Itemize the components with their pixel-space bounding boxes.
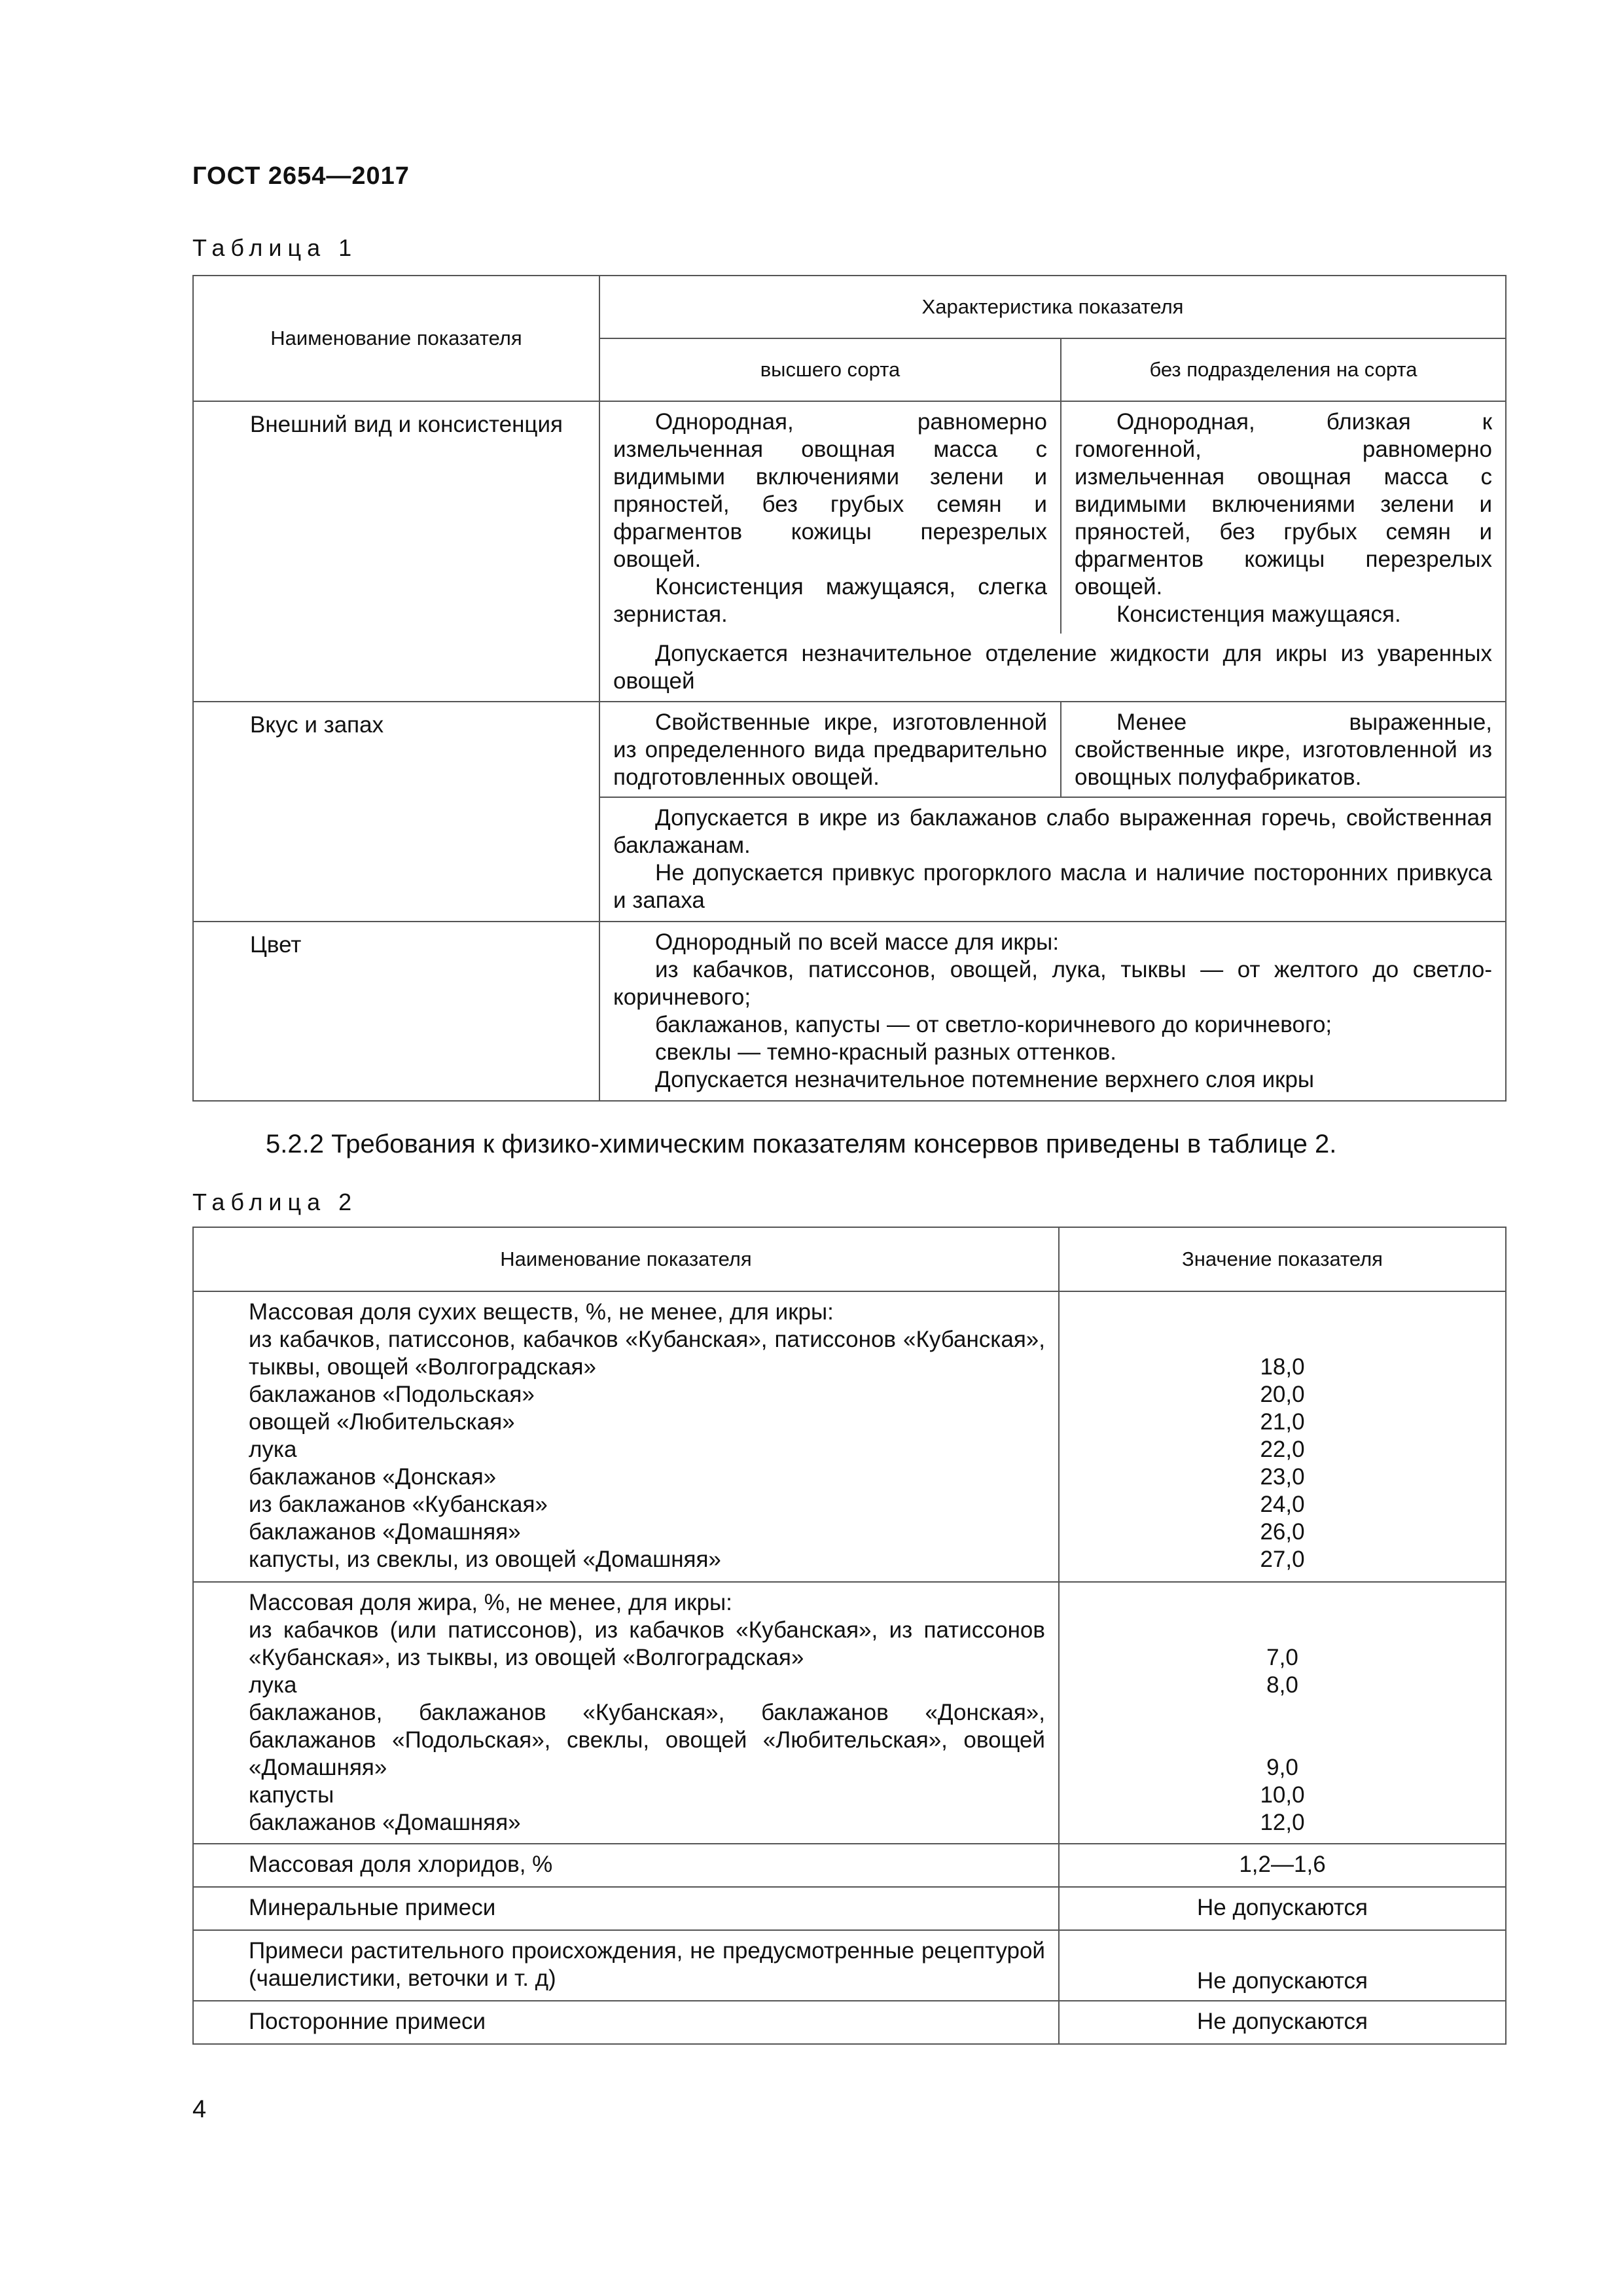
- group-item: баклажанов, баклажанов «Кубанская», баклажанов «Донская», баклажанов «Подольская», свеклы, овощей «Любительская», овощей «Домашняя»: [249, 1700, 1045, 1780]
- table2-group-values: [1059, 1291, 1506, 1582]
- value: 7,0: [1266, 1645, 1298, 1670]
- table2-row-name: Примеси растительного происхождения, не предусмотренные рецептурой (чашелистики, веточки и т. д): [193, 1930, 1059, 2001]
- table1-cell-premium: [599, 401, 1061, 634]
- table2-row: [193, 1844, 1506, 1887]
- value: 23,0: [1260, 1464, 1305, 1490]
- table1-cell-no-grade: [1061, 401, 1506, 634]
- cell-paragraph: Допускается незначительное отделение жидкости для икры из уваренных овощей: [613, 641, 1493, 694]
- table2-row-value: Не допускаются: [1059, 2001, 1506, 2044]
- group-item: из кабачков, патиссонов, кабачков «Кубанская», патиссонов «Кубанская», тыквы, овощей «Волгоградская»: [249, 1327, 1045, 1380]
- group-item: баклажанов «Донская»: [249, 1464, 497, 1490]
- cell-paragraph: Менее выраженные, свойственные икре, изготовленной из овощных полуфабрикатов.: [1075, 709, 1493, 790]
- table2-group-names: [193, 1582, 1059, 1844]
- table2-row-name: Посторонние примеси: [193, 2001, 1059, 2044]
- section-5-2-2: 5.2.2 Требования к физико-химическим показателям консервов приведены в таблице 2.: [266, 1130, 1337, 1158]
- group-title: Массовая доля сухих веществ, %, не менее, для икры:: [249, 1299, 834, 1325]
- group-item: из баклажанов «Кубанская»: [249, 1492, 548, 1517]
- table1-caption: Таблица 1: [192, 234, 358, 261]
- table2-group-dry-matter: [193, 1291, 1506, 1582]
- group-title: Массовая доля жира, %, не менее, для икры:: [249, 1590, 732, 1615]
- cell-paragraph: Консистенция мажущаяся, слегка зернистая.: [613, 574, 1047, 627]
- cell-paragraph: из кабачков, патиссонов, овощей, лука, тыквы — от желтого до светло-коричневого;: [613, 957, 1493, 1010]
- group-item: лука: [249, 1437, 297, 1462]
- table2-row-value: Не допускаются: [1059, 1930, 1506, 2001]
- value: 27,0: [1260, 1547, 1305, 1572]
- table2-header-name: Наименование показателя: [193, 1227, 1059, 1291]
- table1-row: [193, 702, 1506, 797]
- cell-paragraph: Однородная, равномерно измельченная овощная масса с видимыми включениями зелени и пряностей, без грубых семян и фрагментов кожицы перезрелых овощей.: [613, 409, 1047, 572]
- group-item: овощей «Любительская»: [249, 1409, 515, 1435]
- table2: [192, 1227, 1507, 2045]
- table1-cell-common: [599, 922, 1506, 1101]
- value: 22,0: [1260, 1437, 1305, 1462]
- table1-cell-common: [599, 634, 1506, 702]
- table1-cell-common: [599, 797, 1506, 922]
- table2-group-values: [1059, 1582, 1506, 1844]
- table2-row: [193, 1930, 1506, 2001]
- group-item: баклажанов «Подольская»: [249, 1382, 535, 1407]
- table2-row: [193, 2001, 1506, 2044]
- cell-paragraph: свеклы — темно-красный разных оттенков.: [655, 1039, 1116, 1065]
- table2-header-value: Значение показателя: [1059, 1227, 1506, 1291]
- group-item: баклажанов «Домашняя»: [249, 1810, 521, 1835]
- value: 10,0: [1260, 1782, 1305, 1808]
- table1-row: [193, 922, 1506, 1101]
- value: 9,0: [1266, 1755, 1298, 1780]
- value: 12,0: [1260, 1810, 1305, 1835]
- document-code: ГОСТ 2654—2017: [192, 162, 410, 190]
- cell-paragraph: Свойственные икре, изготовленной из определенного вида предварительно подготовленных овощей.: [613, 709, 1047, 790]
- cell-paragraph: Однородная, близкая к гомогенной, равномерно измельченная овощная масса с видимыми включениями зелени и пряностей, без грубых семян и фрагментов кожицы перезрелых овощей.: [1075, 409, 1493, 600]
- table1-cell-no-grade: [1061, 702, 1506, 797]
- page-number: 4: [192, 2096, 207, 2123]
- value: 26,0: [1260, 1519, 1305, 1545]
- cell-paragraph: Допускается в икре из баклажанов слабо выраженная горечь, свойственная баклажанам.: [613, 805, 1493, 858]
- value: 18,0: [1260, 1354, 1305, 1380]
- table2-row-name: Массовая доля хлоридов, %: [193, 1844, 1059, 1887]
- table1-row-name: Вкус и запах: [193, 702, 599, 922]
- cell-paragraph: Консистенция мажущаяся.: [1116, 601, 1401, 627]
- table1-row: [193, 401, 1506, 634]
- value: 8,0: [1266, 1672, 1298, 1698]
- group-item: капусты, из свеклы, из овощей «Домашняя»: [249, 1547, 721, 1572]
- value: 21,0: [1260, 1409, 1305, 1435]
- value: 20,0: [1260, 1382, 1305, 1407]
- group-item: лука: [249, 1672, 297, 1698]
- group-item: баклажанов «Домашняя»: [249, 1519, 521, 1545]
- table1-header-name: Наименование показателя: [193, 276, 599, 401]
- table2-caption: Таблица 2: [192, 1189, 358, 1215]
- table2-row-name: Минеральные примеси: [193, 1887, 1059, 1930]
- cell-paragraph: Допускается незначительное потемнение верхнего слоя икры: [655, 1067, 1315, 1092]
- group-item: капусты: [249, 1782, 334, 1808]
- cell-paragraph: Не допускается привкус прогорклого масла и наличие посторонних привкуса и запаха: [613, 860, 1493, 913]
- table1-row-name: Цвет: [193, 922, 599, 1101]
- table2-row: [193, 1887, 1506, 1930]
- group-item: из кабачков (или патиссонов), из кабачков «Кубанская», из патиссонов «Кубанская», из тыквы, из овощей «Волгоградская»: [249, 1617, 1045, 1670]
- table1-header-premium: высшего сорта: [599, 338, 1061, 401]
- value: 24,0: [1260, 1492, 1305, 1517]
- table1-row-name: Внешний вид и консистенция: [193, 401, 599, 702]
- table2-row-value: 1,2—1,6: [1059, 1844, 1506, 1887]
- table1-header-no-grade: без подразделения на сорта: [1061, 338, 1506, 401]
- table1-header-characteristic: Характеристика показателя: [599, 276, 1506, 338]
- table2-row-value: Не допускаются: [1059, 1887, 1506, 1930]
- cell-paragraph: Однородный по всей массе для икры:: [655, 929, 1060, 955]
- table2-group-names: [193, 1291, 1059, 1582]
- table2-group-fat: [193, 1582, 1506, 1844]
- table1-cell-premium: [599, 702, 1061, 797]
- cell-paragraph: баклажанов, капусты — от светло-коричневого до коричневого;: [655, 1012, 1332, 1037]
- table1: [192, 275, 1507, 1102]
